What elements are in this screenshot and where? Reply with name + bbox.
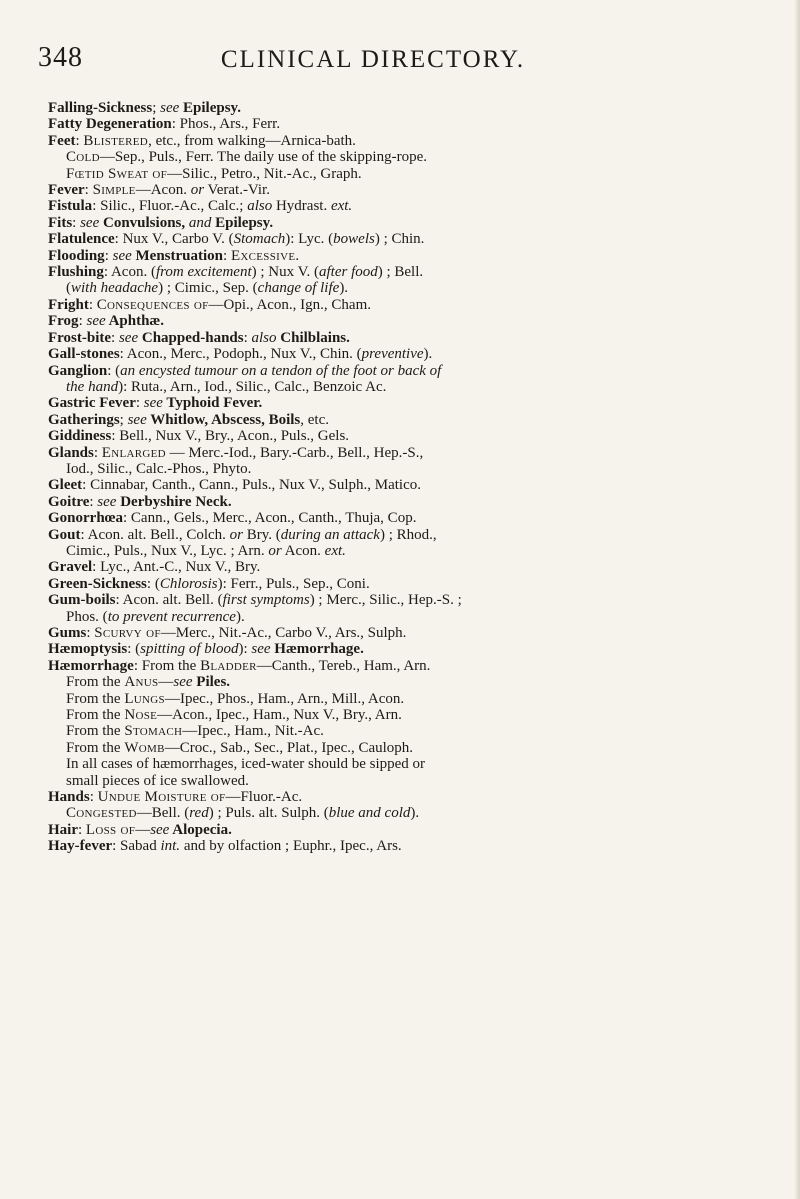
- entry-line: [48, 625, 786, 641]
- entry-headword: Convulsions,: [99, 214, 189, 231]
- entry-line: [48, 510, 786, 526]
- entry-text: after food: [318, 264, 378, 281]
- entry-text: : From the: [133, 657, 201, 674]
- entry-text: :: [84, 182, 93, 199]
- entry-text: —Acon.: [135, 182, 191, 199]
- entry-text: ):: [238, 641, 252, 658]
- entry-text: also: [251, 329, 277, 346]
- entry-text: Iod., Silic., Calc.-Phos., Phyto.: [66, 460, 252, 477]
- entry-text: : Lyc., Ant.-C., Nux V., Bry.: [92, 559, 261, 576]
- entry-line: [48, 723, 786, 739]
- entry-text: ;: [119, 411, 128, 428]
- entry-text: or: [229, 526, 244, 543]
- entry-line: [48, 116, 786, 132]
- entry-headword: Fever: [48, 182, 85, 199]
- entry-headword: Goitre: [48, 493, 90, 510]
- entry-line: [48, 740, 786, 756]
- entry-text: : Sabad: [112, 838, 161, 855]
- entry-headword: Hands: [48, 789, 90, 806]
- entry-headword: Epilepsy.: [179, 100, 241, 116]
- entry-text: —Silic., Petro., Nit.-Ac., Graph.: [167, 165, 362, 182]
- entry-headword: Typhoid Fever.: [162, 395, 263, 412]
- entry-line: [48, 264, 786, 280]
- entry-text: : Acon. alt. Bell. (: [115, 592, 223, 609]
- entry-text: ) ; Merc., Silic., Hep.-S. ;: [309, 592, 462, 609]
- entry-text: —Fluor.-Ac.: [225, 789, 303, 806]
- entry-headword: Glands: [48, 444, 94, 461]
- entry-line: [48, 674, 786, 690]
- entry-line: [48, 313, 786, 329]
- entry-text: :: [243, 329, 252, 346]
- entry-text: Womb: [124, 739, 165, 756]
- entry-text: see: [97, 493, 117, 510]
- entry-text: Scurvy of: [94, 625, 161, 641]
- entry-headword: Hæmorrhage: [48, 657, 134, 674]
- entry-text: and by olfaction ; Euphr., Ipec., Ars.: [180, 838, 402, 855]
- entry-headword: Hæmorrhage.: [270, 641, 364, 658]
- entry-text: In all cases of hæmorrhages, iced-water should be sipped or: [66, 756, 426, 773]
- entry-text: Phos. (: [66, 608, 108, 625]
- entry-line: [48, 346, 786, 362]
- entry-text: From the: [66, 707, 125, 724]
- entry-text: see: [112, 247, 132, 264]
- entry-line: [48, 100, 786, 116]
- entry-line: [48, 576, 786, 592]
- entry-text: :: [86, 625, 95, 641]
- entry-text: — Merc.-Iod., Bary.-Carb., Bell., Hep.-S.,: [165, 444, 424, 461]
- entry-text: Consequences of: [96, 296, 209, 313]
- entry-headword: Giddiness: [48, 428, 112, 445]
- entry-text: :: [223, 247, 231, 264]
- entry-text: : Acon., Merc., Podoph., Nux V., Chin. (: [119, 346, 362, 363]
- entry-text: Stomach: [124, 723, 183, 740]
- entry-headword: Hair: [48, 821, 78, 838]
- entry-headword: Flooding: [48, 247, 105, 264]
- entry-text: Stomach: [233, 231, 286, 248]
- entry-text: Bry. (: [243, 526, 281, 543]
- page-edge: [794, 0, 800, 1199]
- entry-text: , etc., from walking—Arnica-bath.: [148, 132, 356, 149]
- entry-text: ) ; Cimic., Sep. (: [158, 280, 258, 297]
- entry-line: [48, 805, 786, 821]
- entry-headword: Aphthæ.: [105, 313, 164, 330]
- entry-headword: Falling-Sickness: [48, 100, 153, 116]
- entry-line: [48, 461, 786, 477]
- entry-text: blue and cold: [328, 805, 411, 822]
- entry-text: Acon.: [281, 542, 325, 559]
- entry-text: ;: [152, 100, 161, 116]
- entry-text: ) ; Puls. alt. Sulph. (: [208, 805, 329, 822]
- entry-text: Cold: [66, 149, 100, 166]
- entry-text: From the: [66, 723, 125, 740]
- entry-text: change of life: [257, 280, 340, 297]
- entry-text: ): Ruta., Arn., Iod., Silic., Calc., Benzoic Ac.: [118, 378, 387, 395]
- entry-text: ).: [423, 346, 433, 363]
- entry-text: ) ; Rhod.,: [379, 526, 437, 543]
- entry-text: during an attack: [280, 526, 380, 543]
- entry-text: :: [78, 313, 87, 330]
- entry-text: From the: [66, 690, 125, 707]
- entry-line: [48, 412, 786, 428]
- entry-text: or: [190, 182, 205, 199]
- entry-line: [48, 166, 786, 182]
- entry-line: [48, 231, 786, 247]
- entry-headword: Fistula: [48, 198, 93, 215]
- entry-text: Hydrast.: [272, 198, 331, 215]
- entry-line: [48, 428, 786, 444]
- entry-line: [48, 149, 786, 165]
- entry-text: Bladder: [200, 657, 257, 674]
- entry-headword: Fits: [48, 214, 73, 231]
- entry-headword: Gall-stones: [48, 346, 120, 363]
- entry-text: ).: [235, 608, 245, 625]
- entry-text: see: [251, 641, 271, 658]
- entry-headword: Feet: [48, 132, 76, 149]
- entry-text: :: [89, 789, 98, 806]
- entry-line: [48, 297, 786, 313]
- entry-line: [48, 477, 786, 493]
- entry-line: [48, 658, 786, 674]
- entry-text: small pieces of ice swallowed.: [66, 772, 249, 789]
- entry-text: to prevent recurrence: [107, 608, 236, 625]
- entry-text: : Nux V., Carbo V. (: [114, 231, 234, 248]
- entry-text: or: [268, 542, 282, 559]
- entry-headword: Gastric Fever: [48, 395, 136, 412]
- entry-text: (: [66, 280, 71, 297]
- entry-text: : Silic., Fluor.-Ac., Calc.;: [92, 198, 248, 215]
- entry-headword: Chilblains.: [276, 329, 350, 346]
- entry-line: [48, 838, 786, 854]
- entry-line: [48, 395, 786, 411]
- page-number: 348: [38, 42, 83, 73]
- entry-line: [48, 363, 786, 379]
- entry-line: [48, 527, 786, 543]
- entry-text: —Ipec., Ham., Nit.-Ac.: [182, 723, 324, 740]
- entry-headword: Frost-bite: [48, 329, 112, 346]
- entry-text: Simple: [92, 182, 136, 199]
- entry-headword: Menstruation: [131, 247, 224, 264]
- entry-text: also: [247, 198, 273, 215]
- entry-text: ) ; Bell.: [377, 264, 424, 281]
- entry-text: —Canth., Tereb., Ham., Arn.: [256, 657, 431, 674]
- entry-line: [48, 707, 786, 723]
- entry-text: :: [111, 329, 119, 346]
- entry-text: see: [86, 313, 106, 330]
- entry-text: from excitement: [155, 264, 252, 281]
- entry-text: : Phos., Ars., Ferr.: [171, 116, 281, 133]
- directory-entries: [48, 100, 786, 855]
- entry-headword: Hay-fever: [48, 838, 113, 855]
- entry-text: first symptoms: [222, 592, 310, 609]
- entry-text: Congested: [66, 805, 137, 822]
- entry-text: see: [160, 100, 180, 116]
- entry-text: see: [118, 329, 139, 346]
- entry-line: [48, 822, 786, 838]
- entry-text: :: [88, 296, 97, 313]
- entry-headword: Green-Sickness: [48, 575, 147, 592]
- entry-headword: Gravel: [48, 559, 93, 576]
- entry-headword: Gleet: [48, 477, 83, 494]
- entry-text: From the: [66, 739, 125, 756]
- entry-text: red: [189, 805, 209, 822]
- entry-text: see: [80, 214, 100, 231]
- entry-text: :: [135, 395, 144, 412]
- entry-text: —Bell. (: [136, 805, 190, 822]
- entry-line: [48, 494, 786, 510]
- entry-text: —Acon., Ipec., Ham., Nux V., Bry., Arn.: [157, 707, 402, 724]
- entry-text: see: [150, 821, 170, 838]
- entry-headword: Gout: [48, 526, 81, 543]
- entry-line: [48, 773, 786, 789]
- page-header: [38, 42, 778, 82]
- entry-line: [48, 248, 786, 264]
- entry-text: see: [143, 395, 163, 412]
- entry-headword: Alopecia.: [169, 821, 232, 838]
- entry-text: ext.: [330, 198, 353, 215]
- entry-text: and: [188, 214, 212, 231]
- entry-text: : Bell., Nux V., Bry., Acon., Puls., Gels.: [111, 428, 350, 445]
- entry-line: [48, 133, 786, 149]
- entry-text: Enlarged: [101, 444, 166, 461]
- entry-line: [48, 182, 786, 198]
- entry-text: : Acon. alt. Bell., Colch.: [80, 526, 230, 543]
- entry-text: Loss of: [85, 821, 136, 838]
- entry-headword: Chapped-hands: [138, 329, 244, 346]
- entry-headword: Flatulence: [48, 231, 115, 248]
- entry-text: , etc.: [300, 411, 329, 428]
- entry-line: [48, 543, 786, 559]
- entry-text: —Sep., Puls., Ferr. The daily use of the skipping-rope.: [99, 149, 427, 166]
- entry-text: spitting of blood: [140, 641, 239, 658]
- entry-text: : (: [107, 362, 121, 379]
- entry-headword: Gum-boils: [48, 592, 116, 609]
- entry-headword: Whitlow, Abscess, Boils: [146, 411, 301, 428]
- entry-text: —: [158, 674, 174, 691]
- entry-line: [48, 609, 786, 625]
- entry-headword: Gonorrhœa: [48, 510, 123, 527]
- entry-text: :: [78, 821, 86, 838]
- entry-text: int.: [160, 838, 181, 855]
- entry-text: ): Ferr., Puls., Sep., Coni.: [217, 575, 370, 592]
- entry-text: an encysted tumour on a tendon of the foot or back of: [120, 362, 442, 379]
- entry-text: :: [72, 214, 81, 231]
- entry-line: [48, 215, 786, 231]
- running-head: CLINICAL DIRECTORY.: [220, 46, 526, 73]
- entry-text: the hand: [66, 378, 119, 395]
- entry-text: —Merc., Nit.-Ac., Carbo V., Ars., Sulph.: [160, 625, 407, 641]
- entry-text: Cimic., Puls., Nux V., Lyc. ; Arn.: [66, 542, 269, 559]
- entry-text: :: [89, 493, 98, 510]
- entry-text: Lungs: [124, 690, 165, 707]
- entry-text: —Opi., Acon., Ign., Cham.: [208, 296, 372, 313]
- entry-headword: Derbyshire Neck.: [116, 493, 232, 510]
- entry-text: Nose: [124, 707, 158, 724]
- entry-line: [48, 592, 786, 608]
- entry-text: Anus: [124, 674, 159, 691]
- entry-line: [48, 641, 786, 657]
- entry-text: : Cann., Gels., Merc., Acon., Canth., Thuja, Cop.: [123, 510, 417, 527]
- entry-headword: Flushing: [48, 264, 104, 281]
- entry-headword: Ganglion: [48, 362, 108, 379]
- entry-headword: Piles.: [192, 674, 231, 691]
- entry-text: see: [173, 674, 193, 691]
- entry-line: [48, 379, 786, 395]
- entry-line: [48, 559, 786, 575]
- entry-headword: Hæmoptysis: [48, 641, 128, 658]
- entry-text: bowels: [333, 231, 375, 248]
- entry-text: From the: [66, 674, 125, 691]
- entry-line: [48, 198, 786, 214]
- entry-text: :: [93, 444, 102, 461]
- entry-text: : Cinnabar, Canth., Cann., Puls., Nux V., Sulph., Matico.: [82, 477, 422, 494]
- entry-text: Blistered: [83, 132, 149, 149]
- entry-text: : Acon. (: [103, 264, 156, 281]
- entry-text: Undue Moisture of: [97, 789, 226, 806]
- entry-text: ) ; Chin.: [374, 231, 425, 248]
- entry-text: ): Lyc. (: [285, 231, 334, 248]
- entry-headword: Epilepsy.: [211, 214, 274, 231]
- entry-text: —: [135, 821, 151, 838]
- entry-text: ) ; Nux V. (: [251, 264, 319, 281]
- entry-headword: Fright: [48, 296, 89, 313]
- entry-text: : (: [127, 641, 141, 658]
- entry-line: [48, 691, 786, 707]
- entry-line: [48, 330, 786, 346]
- entry-text: Excessive.: [230, 247, 300, 264]
- entry-text: : (: [146, 575, 160, 592]
- entry-line: [48, 445, 786, 461]
- entry-text: with headache: [71, 280, 159, 297]
- entry-text: :: [104, 247, 113, 264]
- entry-text: preventive: [361, 346, 424, 363]
- entry-line: [48, 280, 786, 296]
- entry-text: ).: [410, 805, 420, 822]
- entry-headword: Gatherings: [48, 411, 120, 428]
- entry-text: see: [127, 411, 147, 428]
- entry-headword: Frog: [48, 313, 79, 330]
- entry-text: ).: [339, 280, 349, 297]
- entry-headword: Gums: [48, 625, 87, 641]
- entry-line: [48, 756, 786, 772]
- entry-text: Chlorosis: [159, 575, 218, 592]
- entry-line: [48, 789, 786, 805]
- entry-text: Verat.-Vir.: [204, 182, 270, 199]
- entry-text: Fœtid Sweat of: [66, 165, 168, 182]
- entry-text: —Ipec., Phos., Ham., Arn., Mill., Acon.: [164, 690, 405, 707]
- entry-text: ext.: [324, 542, 346, 559]
- entry-headword: Fatty Degeneration: [48, 116, 172, 133]
- entry-text: :: [75, 132, 84, 149]
- entry-text: —Croc., Sab., Sec., Plat., Ipec., Cauloph.: [164, 739, 414, 756]
